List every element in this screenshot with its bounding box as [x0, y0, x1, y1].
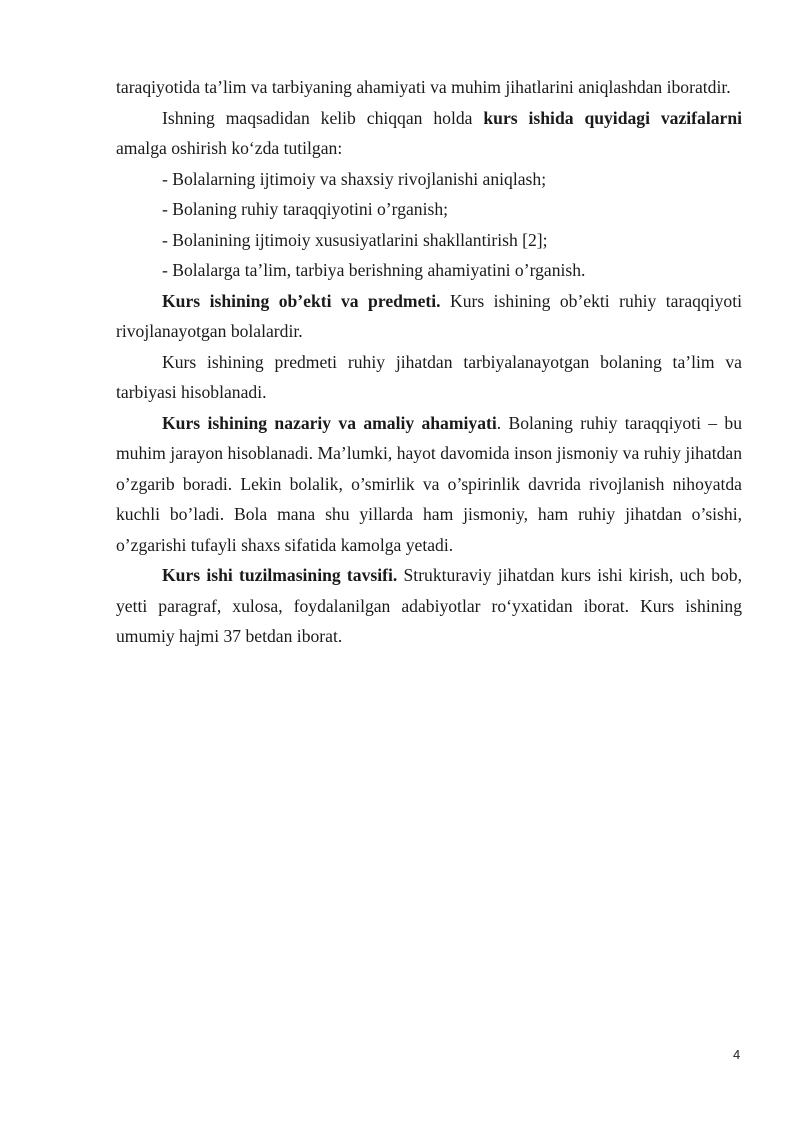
- paragraph-tasks-intro: [116, 103, 742, 164]
- paragraph-text: Ishning maqsadidan kelib chiqqan holda: [162, 107, 484, 128]
- task-list-item: - Bolanining ijtimoiy xususiyatlarini shakllantirish [2];: [162, 229, 548, 250]
- task-list-item: - Bolalarning ijtimoiy va shaxsiy rivojlanishi aniqlash;: [162, 168, 547, 189]
- page-body: [116, 72, 742, 652]
- section-heading-inline: Kurs ishi tuzilmasining tavsifi.: [162, 565, 398, 585]
- bold-phrase: kurs ishida quyidagi vazifalarni: [483, 107, 742, 128]
- paragraph-subject: [116, 347, 742, 408]
- paragraph-object-subject: [116, 286, 742, 347]
- paragraph-text: Kurs ishining predmeti ruhiy jihatdan tarbiyalanayotgan bolaning ta’lim va tarbiyasi hisoblanadi.: [116, 351, 742, 402]
- paragraph-text: Strukturaviy jihatdan kurs ishi kirish, uch bob, yetti paragraf, xulosa, foydalanilgan adabiyotlar ro‘yxatidan iborat. Kurs ishining umumiy hajmi 37 betdan iborat.: [116, 565, 743, 646]
- task-list-item: - Bolaning ruhiy taraqqiyotini o’rganish;: [162, 199, 449, 219]
- paragraph-text: . Bolaning ruhiy taraqqiyoti – bu muhim jarayon hisoblanadi. Ma’lumki, hayot davomida inson jismoniy va ruhiy jihatdan o’zgarib boradi. Lekin bolalik, o’smirlik va o’spirinlik davrida rivojlanish nihoyatda kuchli bo’ladi. Bola mana shu yillarda ham jismoniy, ham ruhiy jihatdan o’sishi, o’zgarishi tufayli shaxs sifatida kamolga yetadi.: [116, 412, 742, 555]
- paragraph-significance: [116, 408, 742, 561]
- task-list-item: - Bolalarga ta’lim, tarbiya berishning ahamiyatini o’rganish.: [162, 260, 586, 280]
- paragraph-text: amalga oshirish ko‘zda tutilgan:: [116, 138, 343, 158]
- section-heading-inline: Kurs ishining ob’ekti va predmeti.: [162, 290, 441, 311]
- paragraph-continuation: [116, 72, 742, 103]
- page-number: 4: [733, 1047, 741, 1062]
- paragraph-text: Kurs ishining ob’ekti ruhiy taraqqiyoti rivojlanayotgan bolalardir.: [116, 290, 742, 341]
- paragraph-structure: [116, 560, 742, 652]
- document-page: [116, 0, 742, 1131]
- paragraph-text: taraqiyotida ta’lim va tarbiyaning ahamiyati va muhim jihatlarini aniqlashdan iboratdir.: [116, 77, 731, 97]
- section-heading-inline: Kurs ishining nazariy va amaliy ahamiyati: [162, 412, 497, 433]
